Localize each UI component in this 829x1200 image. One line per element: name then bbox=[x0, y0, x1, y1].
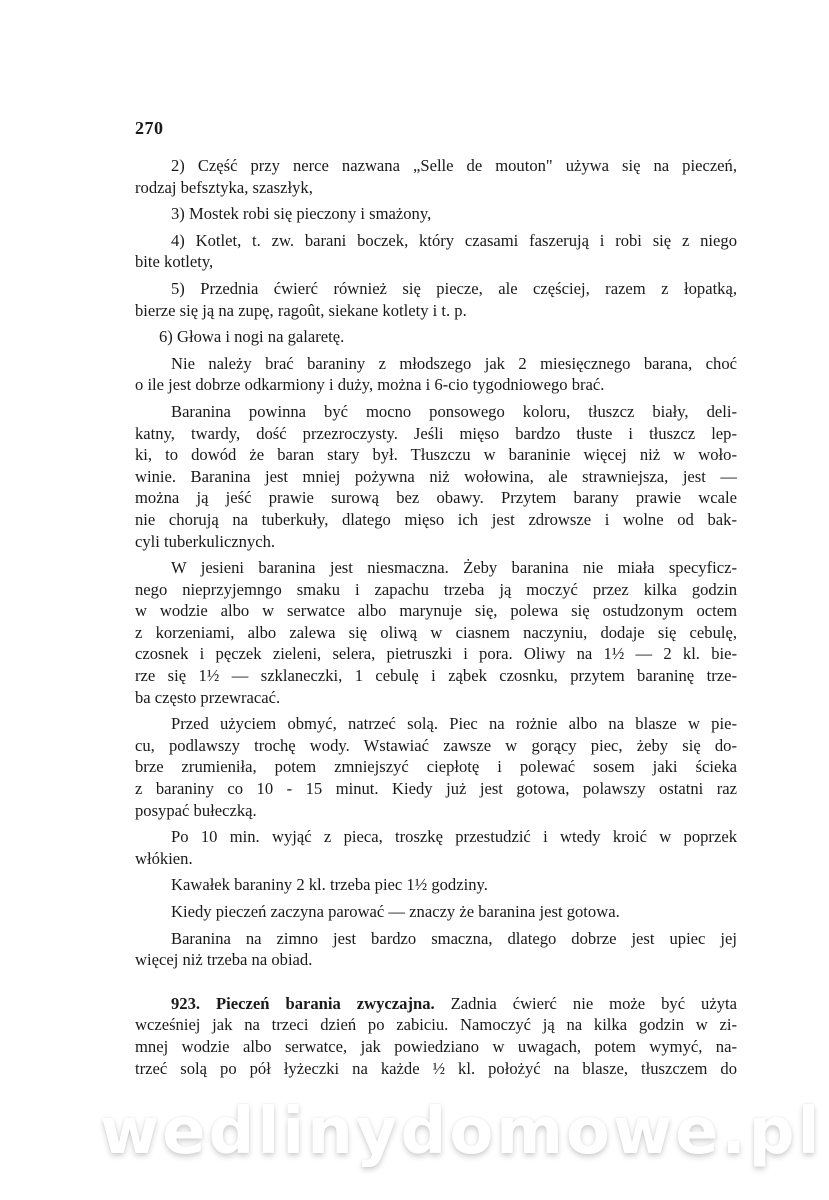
text-line: 4) Kotlet, t. zw. barani boczek, który czasami faszerują i robi się z niego bbox=[171, 230, 737, 250]
paragraph-cold bbox=[135, 928, 737, 971]
text-line: ki, to dowód że baran stary był. Tłuszczu w baraninie więcej niż w woło- bbox=[135, 445, 737, 465]
text-line: 5) Przednia ćwierć również się piecze, ale częściej, razem z łopatką, bbox=[171, 278, 737, 298]
text-line: Po 10 min. wyjąć z pieca, troszkę przestudzić i wtedy kroić w poprzek bbox=[171, 827, 737, 847]
watermark: wedlinydomowe.pl bbox=[100, 1095, 823, 1169]
text-line: posypać bułeczką. bbox=[135, 800, 257, 820]
text-line: nego nieprzyjemngo smaku i zapachu trzeba ją moczyć przez kilka godzin bbox=[135, 579, 737, 599]
page-body bbox=[135, 155, 737, 1084]
paragraph-color bbox=[135, 401, 737, 552]
text-line: o ile jest dobrze odkarmiony i duży, można i 6-cio tygodniowego brać. bbox=[135, 375, 605, 395]
recipe-923 bbox=[135, 993, 737, 1079]
text-line: Baranina na zimno jest bardzo smaczna, dlatego dobrze jest upiec jej bbox=[171, 928, 737, 948]
recipe-title: 923. Pieczeń barania zwyczajna. bbox=[171, 993, 435, 1013]
text-line: Nie należy brać baraniny z młodszego jak 2 miesięcznego barana, choć bbox=[171, 353, 737, 373]
text-line: mnej wodzie albo serwatce, jak powiedziano w uwagach, potem wymyć, na- bbox=[135, 1036, 737, 1056]
paragraph-time bbox=[135, 874, 737, 896]
text-line: W jesieni baranina jest niesmaczna. Żeby baranina nie miała specyficz- bbox=[171, 558, 737, 578]
text-line: czosnek i pęczek zieleni, selera, pietruszki i pora. Oliwy na 1½ — 2 kl. bie- bbox=[135, 644, 737, 664]
text-line: wcześniej jak na trzeci dzień po zabiciu. Namoczyć ją na kilka godzin w zi- bbox=[135, 1015, 737, 1035]
text-line: z korzeniami, albo zalewa się oliwą w ciasnem naczyniu, dodaje się cebulę, bbox=[135, 622, 737, 642]
text-line bbox=[135, 993, 737, 1015]
paragraph-ready bbox=[135, 901, 737, 923]
text-line: ba często przewracać. bbox=[135, 687, 281, 707]
text-line: Przed użyciem obmyć, natrzeć solą. Piec na rożnie albo na blasze w pie- bbox=[171, 714, 737, 734]
text-line: włókien. bbox=[135, 848, 193, 868]
text-line: więcej niż trzeba na obiad. bbox=[135, 950, 313, 970]
text-line: trzeć solą po pół łyżeczki na każde ½ kl. położyć na blasze, tłuszczem do bbox=[135, 1058, 737, 1078]
text-line: rze się 1½ — szklaneczki, 1 cebulę i ząbek czosnku, przytem baraninę trze- bbox=[135, 666, 737, 686]
text-line: można ją jeść prawie surową bez obawy. Przytem barany prawie wcale bbox=[135, 488, 737, 508]
paragraph-item-5 bbox=[135, 278, 737, 321]
text-line: w wodzie albo w serwatce albo marynuje się, polewa się ostudzonym octem bbox=[135, 601, 737, 621]
text-line: 6) Głowa i nogi na galaretę. bbox=[159, 327, 345, 347]
text-line: cyli tuberkulicznych. bbox=[135, 531, 276, 551]
text-line: nie chorują na tuberkuły, dlatego mięso ich jest zdrowsze i wolne od bak- bbox=[135, 509, 737, 529]
paragraph-item-2 bbox=[135, 155, 737, 198]
paragraph-cutting bbox=[135, 826, 737, 869]
text-line: bierze się ją na zupę, ragoût, siekane kotlety i t. p. bbox=[135, 300, 467, 320]
paragraph-item-6 bbox=[135, 326, 737, 348]
text-line: cu, podlawszy trochę wody. Wstawiać zawsze w gorący piec, żeby się do- bbox=[135, 735, 737, 755]
text-line: bite kotlety, bbox=[135, 252, 214, 272]
text-line: katny, twardy, dość przezroczysty. Jeśli mięso bardzo tłuste i tłuszcz lep- bbox=[135, 423, 737, 443]
text-line: 2) Część przy nerce nazwana „Selle de mouton" używa się na pieczeń, bbox=[171, 156, 737, 175]
text-line: Kawałek baraniny 2 kl. trzeba piec 1½ godziny. bbox=[171, 875, 488, 895]
text-line: Baranina powinna być mocno ponsowego koloru, tłuszcz biały, deli- bbox=[171, 401, 737, 421]
paragraph-age bbox=[135, 353, 737, 396]
text-line: rodzaj befsztyka, szaszłyk, bbox=[135, 177, 313, 197]
text-line: brze zrumieniła, potem zmniejszyć ciepłotę i polewać sosem jaki ścieka bbox=[135, 757, 737, 777]
paragraph-item-4 bbox=[135, 230, 737, 273]
paragraph-item-3 bbox=[135, 203, 737, 225]
page-number: 270 bbox=[135, 118, 164, 138]
text-line: 3) Mostek robi się pieczony i smażony, bbox=[171, 204, 432, 224]
text-line: winie. Baranina jest mniej pożywna niż wołowina, ale strawniejsza, jest — bbox=[135, 466, 737, 486]
paragraph-autumn bbox=[135, 557, 737, 708]
text-line: Kiedy pieczeń zaczyna parować — znaczy że baranina jest gotowa. bbox=[171, 902, 620, 921]
recipe-first-line: Zadnia ćwierć nie może być użyta bbox=[434, 993, 737, 1013]
paragraph-roasting bbox=[135, 713, 737, 821]
text-line: z baraniny co 10 - 15 minut. Kiedy już jest gotowa, polawszy ostatni raz bbox=[135, 779, 737, 799]
